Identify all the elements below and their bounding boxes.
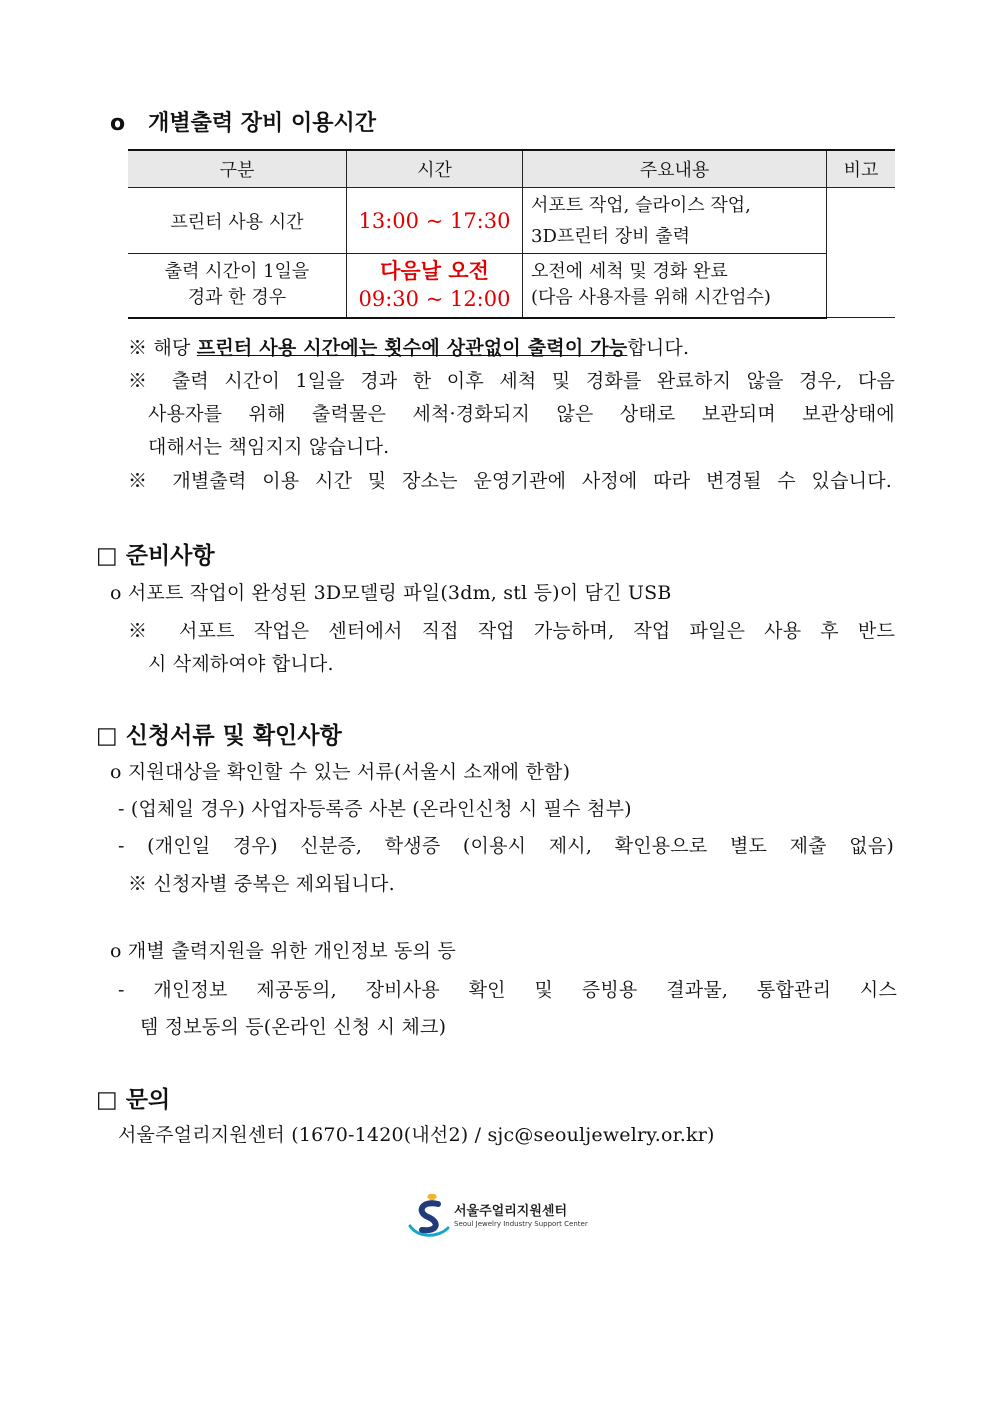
prep-item-1: o 서포트 작업이 완성된 3D모델링 파일(3dm, stl 등)이 담긴 USB [110,582,672,604]
docs-item-1: o 지원대상을 확인할 수 있는 서류(서울시 소재에 한함) [110,761,571,783]
table-row [128,254,895,318]
row2-content-line2: (다음 사용자를 위해 시간엄수) [531,287,771,309]
hours-note-1-pre: ※ 해당 [128,337,197,359]
hours-note-2-line3: 대해서는 책임지지 않습니다. [148,436,390,458]
docs-sub-1: - (업체일 경우) 사업자등록증 사본 (온라인신청 시 필수 첨부) [118,798,632,820]
row2-time-range: 09:30 ~ 12:00 [358,287,511,312]
header-content: 주요내용 [523,150,827,188]
section-docs-title: □ 신청서류 및 확인사항 [96,723,342,749]
row1-category: 프린터 사용 시간 [128,188,347,254]
logo-name-ko: 서울주얼리지원센터 [454,1204,568,1219]
logo-name-en: Seoul Jewelry Industry Support Center [454,1220,588,1228]
row1-content [523,188,827,254]
row2-category-line2: 경과 한 경우 [187,287,287,309]
row2-content-line1: 오전에 세척 및 경화 완료 [531,261,728,283]
hours-note-1-post: 합니다. [627,337,690,359]
hours-note-2-line2: 사용자를 위해 출력물은 세척·경화되지 않은 상태로 보관되며 보관상태에 [148,403,895,425]
hours-note-3: ※ 개별출력 이용 시간 및 장소는 운영기관에 사정에 따라 변경될 수 있습니다. [128,470,892,492]
section-hours-title: 개별출력 장비 이용시간 [148,111,376,136]
prep-note-line1: ※ 서포트 작업은 센터에서 직접 작업 가능하며, 작업 파일은 사용 후 반드 [128,620,895,642]
section-prep-title: □ 준비사항 [96,543,215,569]
header-time: 시간 [347,150,523,188]
section-hours-heading [110,106,376,137]
docs-sub-3-line2: 템 정보동의 등(온라인 신청 시 체크) [140,1016,447,1038]
row2-time-day: 다음날 오전 [380,259,489,284]
header-category: 구분 [128,150,347,188]
row1-content-line1: 서포트 작업, 슬라이스 작업, [531,194,751,216]
hours-note-1 [128,333,689,360]
row1-content-line2: 3D프린터 장비 출력 [531,225,691,247]
row2-time [347,254,523,318]
prep-note-line2: 시 삭제하여야 합니다. [148,653,334,675]
remark-cell [827,188,896,318]
hours-note-1-emphasis: 프린터 사용 시간에는 횟수에 상관없이 출력이 가능 [196,337,628,359]
docs-note: ※ 신청자별 중복은 제외됩니다. [128,873,395,895]
row2-category [128,254,347,318]
row2-content [523,254,827,318]
jewelry-s-logo-icon [408,1192,456,1242]
section-hours-bullet: o [110,111,126,136]
header-remark: 비고 [827,150,896,188]
docs-item-2: o 개별 출력지원을 위한 개인정보 동의 등 [110,940,456,962]
center-logo [408,1192,588,1242]
section-contact-title: □ 문의 [96,1087,171,1113]
contact-line: 서울주얼리지원센터 (1670-1420(내선2) / sjc@seouljewelry.or.kr) [118,1124,715,1146]
table-row [128,188,895,254]
docs-sub-3-line1: - 개인정보 제공동의, 장비사용 확인 및 증빙용 결과물, 통합관리 시스 [118,979,897,1001]
schedule-table [128,149,895,319]
row1-time: 13:00 ~ 17:30 [347,188,523,254]
table-header-row [128,150,895,188]
row2-category-line1: 출력 시간이 1일을 [164,261,310,283]
docs-sub-2: - (개인일 경우) 신분증, 학생증 (이용시 제시, 확인용으로 별도 제출 없음) [118,835,894,857]
hours-note-2-line1: ※ 출력 시간이 1일을 경과 한 이후 세척 및 경화를 완료하지 않을 경우, 다음 [128,370,895,392]
